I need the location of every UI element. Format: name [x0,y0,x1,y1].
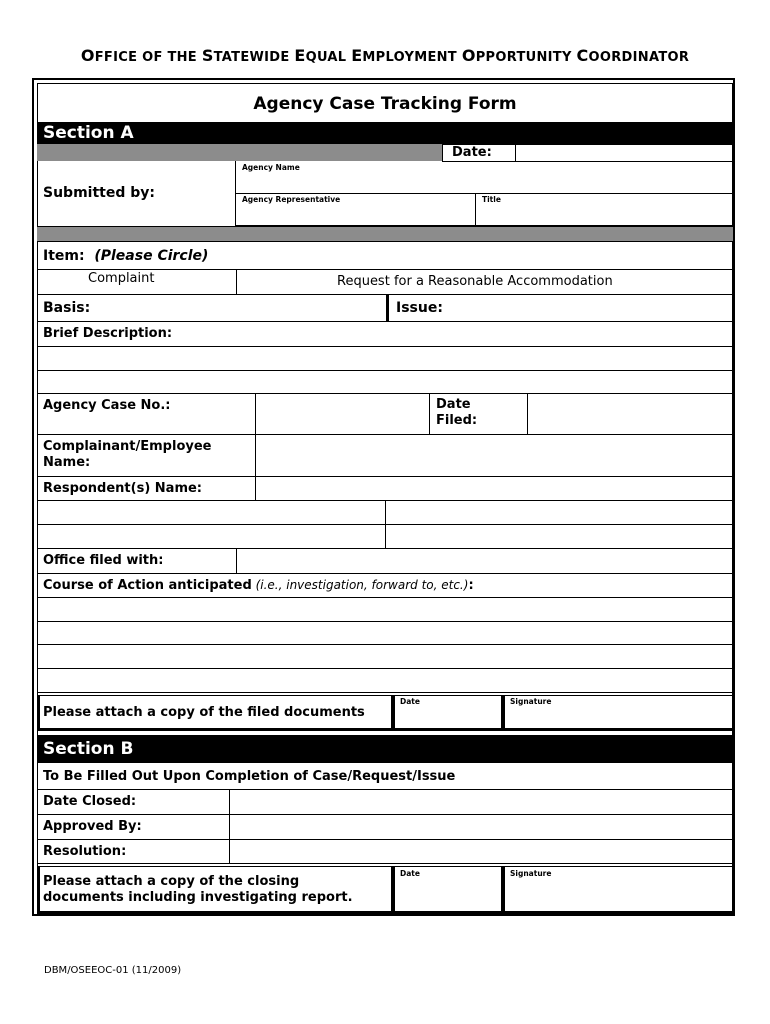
office-heading: OFFICE OF THE STATEWIDE EQUAL EMPLOYMENT OPPORTUNITY COORDINATOR [80,46,690,65]
respondent-extra-field-4[interactable] [386,525,732,547]
agency-case-no-field[interactable] [256,394,428,434]
course-of-action-line-1[interactable] [38,598,732,620]
item-label: Item: (Please Circle) [43,248,209,264]
office-filed-label: Office filed with: [43,553,164,568]
accommodation-option[interactable]: Request for a Reasonable Accommodation [337,274,613,289]
filed-date-label: Date [400,697,420,706]
attach-filed-label: Please attach a copy of the filed documents [43,705,365,720]
resolution-field[interactable] [230,840,732,862]
date-filed-label: Date Filed: [436,397,478,428]
brief-description-label: Brief Description: [43,326,173,341]
basis-field[interactable] [95,296,383,320]
date-closed-field[interactable] [230,790,732,813]
filed-signature-label: Signature [510,697,552,706]
form-title: Agency Case Tracking Form [253,94,517,114]
course-of-action-line-3[interactable] [38,645,732,667]
complainant-name-label: Complainant/Employee Name: [43,439,212,470]
course-of-action-line-2[interactable] [38,622,732,643]
respondent-extra-field-3[interactable] [38,525,384,547]
complainant-name-field[interactable] [256,435,732,475]
brief-description-line-1[interactable] [38,347,732,369]
form-id-footer: DBM/OSEEOC-01 (11/2009) [44,965,182,976]
section-a-bar [37,122,733,144]
course-of-action-line-4[interactable] [38,669,732,691]
issue-label: Issue: [396,300,443,316]
section-b-label: Section B [43,739,134,759]
closing-date-label: Date [400,869,420,878]
grey-strip [37,144,442,161]
section-b-bar [37,735,733,763]
title-label: Title [482,195,501,204]
approved-by-label: Approved By: [43,819,142,834]
closing-signature-label: Signature [510,869,552,878]
attach-closing-label: Please attach a copy of the closing documents including investigating report. [43,874,353,905]
agency-case-no-label: Agency Case No.: [43,398,171,413]
approved-by-field[interactable] [230,815,732,838]
title-field[interactable] [476,206,732,224]
basis-label: Basis: [43,300,91,316]
respondent-extra-field-2[interactable] [386,501,732,523]
resolution-label: Resolution: [43,844,127,859]
agency-rep-label: Agency Representative [242,195,341,204]
complaint-option[interactable]: Complaint [88,271,155,286]
respondent-name-field[interactable] [256,477,732,499]
agency-name-label: Agency Name [242,163,300,172]
date-filed-field[interactable] [528,394,732,434]
respondent-extra-field-1[interactable] [38,501,384,523]
brief-description-line-2[interactable] [38,371,732,392]
date-field[interactable] [515,144,733,162]
respondent-name-label: Respondent(s) Name: [43,481,203,496]
date-closed-label: Date Closed: [43,794,137,809]
to-be-filled-label: To Be Filled Out Upon Completion of Case/Request/Issue [43,769,456,784]
office-filed-field[interactable] [237,549,732,572]
section-a-label: Section A [43,123,134,143]
agency-rep-field[interactable] [236,206,474,224]
submitted-by-label: Submitted by: [43,185,155,201]
grey-separator [37,226,733,242]
agency-name-field[interactable] [236,174,732,192]
issue-field[interactable] [448,296,732,320]
course-of-action-label: Course of Action anticipated (i.e., investigation, forward to, etc.): [43,578,474,593]
date-label: Date: [452,145,492,160]
